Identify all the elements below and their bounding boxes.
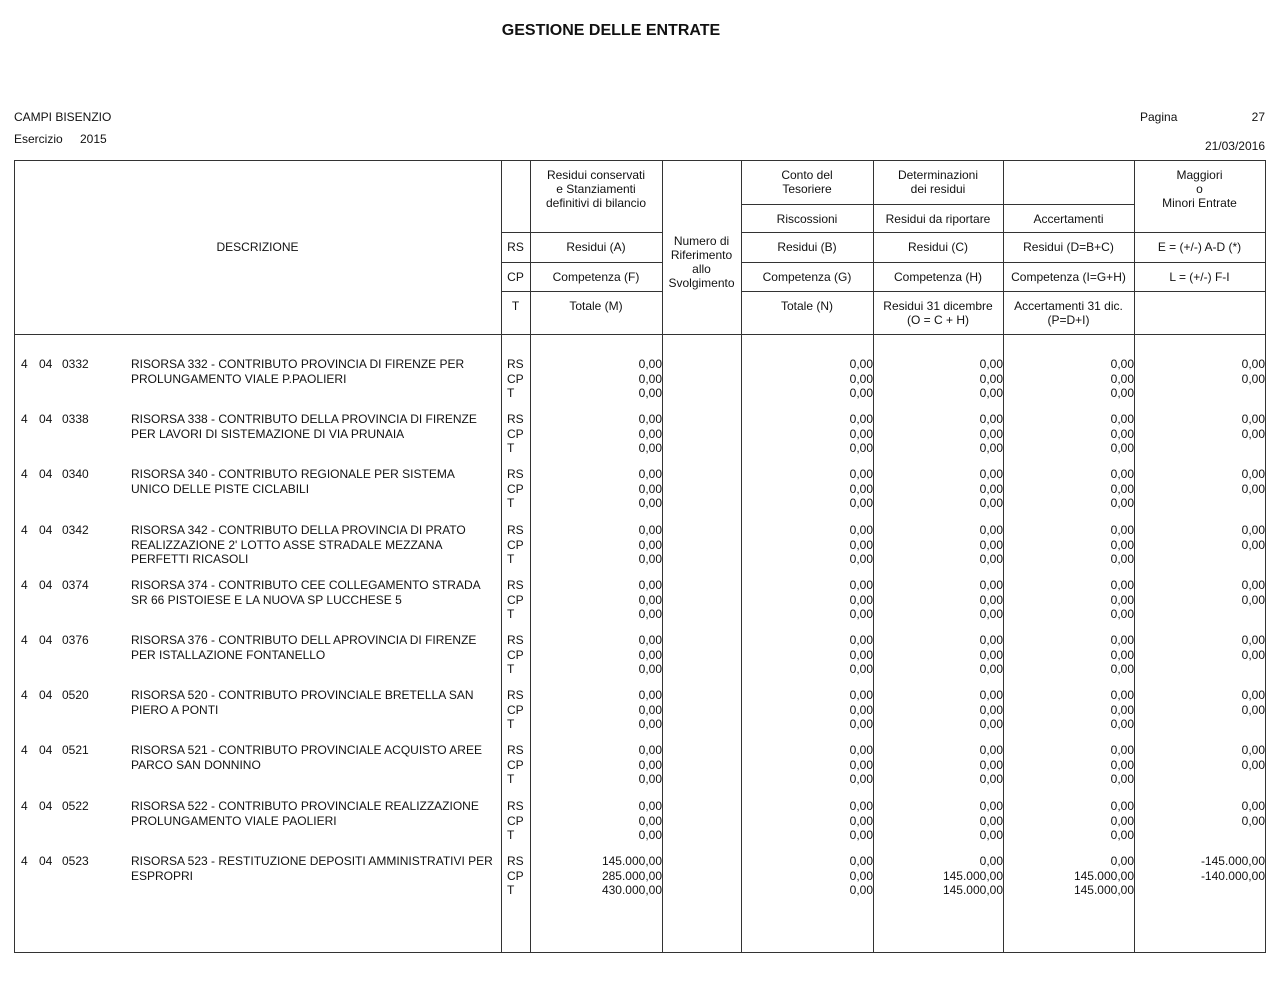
value-col-d: 0,00 <box>1110 357 1134 371</box>
row-titolo: 4 <box>21 854 28 868</box>
header-col-a-top: Residui conservati e Stanziamenti definitivi di bilancio <box>545 168 647 210</box>
row-titolo: 4 <box>21 688 28 702</box>
value-col-a: 0,00 <box>638 662 662 676</box>
header-col-d-rs: Residui (D=B+C) <box>1023 240 1114 254</box>
pagina-label: Pagina <box>1140 110 1178 124</box>
value-col-c: 145.000,00 <box>942 883 1003 897</box>
row-type-label: T <box>507 607 515 621</box>
value-col-b: 0,00 <box>849 467 873 481</box>
header-col-a-t: Totale (M) <box>569 299 623 313</box>
value-col-c: 0,00 <box>979 607 1003 621</box>
row-type-label: T <box>507 386 515 400</box>
row-type-label: CP <box>507 648 524 662</box>
value-col-b: 0,00 <box>849 814 873 828</box>
row-type-label: T <box>507 662 515 676</box>
entity-name: CAMPI BISENZIO <box>14 110 112 124</box>
value-col-a: 145.000,00 <box>601 854 662 868</box>
value-col-e: 0,00 <box>1241 372 1265 386</box>
value-col-b: 0,00 <box>849 441 873 455</box>
value-col-d: 0,00 <box>1110 412 1134 426</box>
report-title: GESTIONE DELLE ENTRATE <box>501 22 721 39</box>
value-col-b: 0,00 <box>849 412 873 426</box>
value-col-d: 145.000,00 <box>1073 869 1134 883</box>
header-descrizione: DESCRIZIONE <box>216 240 299 254</box>
value-col-e: 0,00 <box>1241 814 1265 828</box>
value-col-b: 0,00 <box>849 607 873 621</box>
row-type-label: RS <box>507 688 524 702</box>
value-col-e: -140.000,00 <box>1200 869 1265 883</box>
value-col-a: 0,00 <box>638 688 662 702</box>
value-col-a: 0,00 <box>638 523 662 537</box>
row-categoria: 04 <box>39 357 53 371</box>
value-col-d: 145.000,00 <box>1073 883 1134 897</box>
value-col-a: 0,00 <box>638 578 662 592</box>
header-col-e-rs: E = (+/-) A-D (*) <box>1157 240 1242 254</box>
header-col-c-rs: Residui (C) <box>907 240 968 254</box>
value-col-c: 0,00 <box>979 552 1003 566</box>
esercizio-value: 2015 <box>80 132 107 146</box>
row-description: RISORSA 520 - CONTRIBUTO PROVINCIALE BRETELLA SAN PIERO A PONTI <box>131 688 474 717</box>
value-col-c: 0,00 <box>979 482 1003 496</box>
value-col-b: 0,00 <box>849 717 873 731</box>
value-col-b: 0,00 <box>849 523 873 537</box>
value-col-d: 0,00 <box>1110 854 1134 868</box>
value-col-b: 0,00 <box>849 854 873 868</box>
value-col-c: 0,00 <box>979 593 1003 607</box>
row-titolo: 4 <box>21 467 28 481</box>
header-maggiori-top: Maggiori o Minori Entrate <box>1162 168 1237 210</box>
row-type-label: RS <box>507 412 524 426</box>
value-col-d: 0,00 <box>1110 441 1134 455</box>
value-col-a: 0,00 <box>638 828 662 842</box>
value-col-b: 0,00 <box>849 688 873 702</box>
value-col-c: 0,00 <box>979 523 1003 537</box>
value-col-e: 0,00 <box>1241 633 1265 647</box>
row-type-label: T <box>507 717 515 731</box>
value-col-d: 0,00 <box>1110 467 1134 481</box>
value-col-e: 0,00 <box>1241 758 1265 772</box>
value-col-a: 0,00 <box>638 412 662 426</box>
row-code: 0338 <box>62 412 89 426</box>
value-col-e: 0,00 <box>1241 743 1265 757</box>
value-col-d: 0,00 <box>1110 633 1134 647</box>
row-titolo: 4 <box>21 633 28 647</box>
table-rule <box>741 232 1265 233</box>
value-col-a: 0,00 <box>638 482 662 496</box>
row-type-label: T <box>507 883 515 897</box>
table-rule <box>14 334 1266 335</box>
row-categoria: 04 <box>39 743 53 757</box>
value-col-b: 0,00 <box>849 496 873 510</box>
value-col-b: 0,00 <box>849 743 873 757</box>
row-categoria: 04 <box>39 467 53 481</box>
report-date: 21/03/2016 <box>1204 139 1265 153</box>
value-col-a: 0,00 <box>638 593 662 607</box>
row-type-label: CP <box>507 593 524 607</box>
value-col-b: 0,00 <box>849 386 873 400</box>
table-rule <box>14 160 15 953</box>
value-col-a: 0,00 <box>638 633 662 647</box>
header-col-b-t: Totale (N) <box>780 299 833 313</box>
value-col-a: 0,00 <box>638 496 662 510</box>
value-col-b: 0,00 <box>849 633 873 647</box>
value-col-b: 0,00 <box>849 703 873 717</box>
row-titolo: 4 <box>21 523 28 537</box>
value-col-a: 0,00 <box>638 648 662 662</box>
pagina-value: 27 <box>1251 110 1265 124</box>
row-type-label: CP <box>507 482 524 496</box>
value-col-e: 0,00 <box>1241 523 1265 537</box>
value-col-c: 0,00 <box>979 828 1003 842</box>
value-col-d: 0,00 <box>1110 743 1134 757</box>
value-col-a: 0,00 <box>638 427 662 441</box>
value-col-e: 0,00 <box>1241 703 1265 717</box>
value-col-c: 0,00 <box>979 538 1003 552</box>
row-description: RISORSA 521 - CONTRIBUTO PROVINCIALE ACQUISTO AREE PARCO SAN DONNINO <box>131 743 482 772</box>
value-col-e: 0,00 <box>1241 538 1265 552</box>
value-col-c: 0,00 <box>979 427 1003 441</box>
value-col-c: 0,00 <box>979 717 1003 731</box>
value-col-a: 0,00 <box>638 538 662 552</box>
value-col-d: 0,00 <box>1110 772 1134 786</box>
value-col-d: 0,00 <box>1110 607 1134 621</box>
header-determ-top: Determinazioni dei residui <box>897 168 979 196</box>
value-col-a: 285.000,00 <box>601 869 662 883</box>
value-col-d: 0,00 <box>1110 758 1134 772</box>
row-description: RISORSA 522 - CONTRIBUTO PROVINCIALE REALIZZAZIONE PROLUNGAMENTO VIALE PAOLIERI <box>131 799 479 828</box>
value-col-a: 0,00 <box>638 467 662 481</box>
row-titolo: 4 <box>21 357 28 371</box>
value-col-a: 0,00 <box>638 772 662 786</box>
row-type-label: T <box>507 828 515 842</box>
esercizio-label: Esercizio <box>14 132 63 146</box>
value-col-d: 0,00 <box>1110 552 1134 566</box>
row-type-label: RS <box>507 578 524 592</box>
row-type-label: RS <box>507 357 524 371</box>
row-description: RISORSA 338 - CONTRIBUTO DELLA PROVINCIA DI FIRENZE PER LAVORI DI SISTEMAZIONE DI VIA PRUNAIA <box>131 412 477 441</box>
value-col-b: 0,00 <box>849 357 873 371</box>
row-type-label: CP <box>507 427 524 441</box>
value-col-c: 0,00 <box>979 688 1003 702</box>
value-col-c: 0,00 <box>979 814 1003 828</box>
row-description: RISORSA 340 - CONTRIBUTO REGIONALE PER SISTEMA UNICO DELLE PISTE CICLABILI <box>131 467 455 496</box>
header-col-d-t: Accertamenti 31 dic. (P=D+I) <box>1014 299 1123 327</box>
header-residui-riportare: Residui da riportare <box>885 212 991 226</box>
value-col-c: 0,00 <box>979 703 1003 717</box>
value-col-a: 0,00 <box>638 357 662 371</box>
row-description: RISORSA 332 - CONTRIBUTO PROVINCIA DI FIRENZE PER PROLUNGAMENTO VIALE P.PAOLIERI <box>131 357 465 386</box>
row-type-label: CP <box>507 372 524 386</box>
value-col-d: 0,00 <box>1110 688 1134 702</box>
value-col-b: 0,00 <box>849 538 873 552</box>
value-col-e: -145.000,00 <box>1200 854 1265 868</box>
row-description: RISORSA 374 - CONTRIBUTO CEE COLLEGAMENTO STRADA SR 66 PISTOIESE E LA NUOVA SP LUCCHESE 5 <box>131 578 480 607</box>
header-col-d-cp: Competenza (I=G+H) <box>1011 270 1126 284</box>
header-numero: Numero di Riferimento allo Svolgimento <box>668 234 735 290</box>
table-rule <box>501 232 662 233</box>
table-rule <box>1265 160 1266 953</box>
value-col-c: 0,00 <box>979 578 1003 592</box>
value-col-c: 0,00 <box>979 441 1003 455</box>
value-col-d: 0,00 <box>1110 593 1134 607</box>
value-col-c: 0,00 <box>979 357 1003 371</box>
value-col-d: 0,00 <box>1110 482 1134 496</box>
header-col-c-cp: Competenza (H) <box>893 270 983 284</box>
row-type-label: CP <box>507 869 524 883</box>
row-type-label: CP <box>507 703 524 717</box>
value-col-b: 0,00 <box>849 482 873 496</box>
row-type-label: RS <box>507 799 524 813</box>
value-col-b: 0,00 <box>849 427 873 441</box>
table-rule <box>501 291 662 292</box>
value-col-d: 0,00 <box>1110 523 1134 537</box>
row-categoria: 04 <box>39 578 53 592</box>
row-categoria: 04 <box>39 523 53 537</box>
value-col-a: 430.000,00 <box>601 883 662 897</box>
table-rule <box>14 952 1266 953</box>
value-col-b: 0,00 <box>849 372 873 386</box>
value-col-d: 0,00 <box>1110 814 1134 828</box>
value-col-a: 0,00 <box>638 743 662 757</box>
value-col-a: 0,00 <box>638 703 662 717</box>
table-rule <box>741 204 1134 205</box>
value-col-b: 0,00 <box>849 869 873 883</box>
value-col-c: 0,00 <box>979 496 1003 510</box>
value-col-d: 0,00 <box>1110 386 1134 400</box>
row-type-label: T <box>507 552 515 566</box>
row-code: 0342 <box>62 523 89 537</box>
row-type-label: CP <box>507 538 524 552</box>
row-categoria: 04 <box>39 633 53 647</box>
value-col-d: 0,00 <box>1110 648 1134 662</box>
header-col-b-cp: Competenza (G) <box>762 270 852 284</box>
value-col-c: 0,00 <box>979 799 1003 813</box>
row-titolo: 4 <box>21 799 28 813</box>
row-type-label: RS <box>507 467 524 481</box>
header-t: T <box>511 299 520 313</box>
value-col-d: 0,00 <box>1110 372 1134 386</box>
value-col-a: 0,00 <box>638 552 662 566</box>
value-col-d: 0,00 <box>1110 799 1134 813</box>
value-col-a: 0,00 <box>638 386 662 400</box>
row-type-label: RS <box>507 633 524 647</box>
value-col-a: 0,00 <box>638 441 662 455</box>
value-col-a: 0,00 <box>638 372 662 386</box>
row-type-label: RS <box>507 523 524 537</box>
header-col-a-cp: Competenza (F) <box>552 270 640 284</box>
header-col-b-rs: Residui (B) <box>777 240 837 254</box>
table-rule <box>14 160 1266 161</box>
value-col-c: 0,00 <box>979 772 1003 786</box>
value-col-d: 0,00 <box>1110 828 1134 842</box>
row-code: 0332 <box>62 357 89 371</box>
value-col-e: 0,00 <box>1241 688 1265 702</box>
value-col-e: 0,00 <box>1241 578 1265 592</box>
row-categoria: 04 <box>39 412 53 426</box>
value-col-d: 0,00 <box>1110 662 1134 676</box>
value-col-e: 0,00 <box>1241 467 1265 481</box>
value-col-b: 0,00 <box>849 772 873 786</box>
row-description: RISORSA 376 - CONTRIBUTO DELL APROVINCIA DI FIRENZE PER ISTALLAZIONE FONTANELLO <box>131 633 477 662</box>
value-col-c: 0,00 <box>979 412 1003 426</box>
value-col-a: 0,00 <box>638 814 662 828</box>
row-description: RISORSA 523 - RESTITUZIONE DEPOSITI AMMINISTRATIVI PER ESPROPRI <box>131 854 493 883</box>
value-col-b: 0,00 <box>849 578 873 592</box>
table-rule <box>501 262 662 263</box>
value-col-d: 0,00 <box>1110 717 1134 731</box>
row-code: 0376 <box>62 633 89 647</box>
value-col-b: 0,00 <box>849 799 873 813</box>
value-col-c: 0,00 <box>979 372 1003 386</box>
header-col-a-rs: Residui (A) <box>566 240 626 254</box>
row-code: 0374 <box>62 578 89 592</box>
value-col-c: 0,00 <box>979 743 1003 757</box>
value-col-e: 0,00 <box>1241 427 1265 441</box>
value-col-d: 0,00 <box>1110 496 1134 510</box>
value-col-e: 0,00 <box>1241 412 1265 426</box>
row-type-label: RS <box>507 743 524 757</box>
value-col-c: 145.000,00 <box>942 869 1003 883</box>
row-description: RISORSA 342 - CONTRIBUTO DELLA PROVINCIA DI PRATO REALIZZAZIONE 2' LOTTO ASSE STRADALE MEZZANA PERFETTI RICASOLI <box>131 523 466 566</box>
header-riscossioni: Riscossioni <box>776 212 838 226</box>
value-col-b: 0,00 <box>849 883 873 897</box>
header-conto-top: Conto del Tesoriere <box>781 168 833 196</box>
row-code: 0340 <box>62 467 89 481</box>
value-col-b: 0,00 <box>849 828 873 842</box>
row-type-label: CP <box>507 758 524 772</box>
value-col-a: 0,00 <box>638 607 662 621</box>
value-col-c: 0,00 <box>979 386 1003 400</box>
header-rs: RS <box>507 240 524 254</box>
value-col-d: 0,00 <box>1110 703 1134 717</box>
value-col-d: 0,00 <box>1110 427 1134 441</box>
value-col-a: 0,00 <box>638 758 662 772</box>
value-col-c: 0,00 <box>979 633 1003 647</box>
row-titolo: 4 <box>21 578 28 592</box>
value-col-b: 0,00 <box>849 593 873 607</box>
row-type-label: RS <box>507 854 524 868</box>
header-col-c-t: Residui 31 dicembre (O = C + H) <box>883 299 993 327</box>
header-accertamenti: Accertamenti <box>1033 212 1104 226</box>
value-col-b: 0,00 <box>849 662 873 676</box>
row-type-label: T <box>507 496 515 510</box>
header-cp: CP <box>507 270 524 284</box>
value-col-e: 0,00 <box>1241 482 1265 496</box>
row-categoria: 04 <box>39 799 53 813</box>
value-col-e: 0,00 <box>1241 799 1265 813</box>
value-col-a: 0,00 <box>638 717 662 731</box>
row-code: 0522 <box>62 799 89 813</box>
row-type-label: T <box>507 772 515 786</box>
value-col-d: 0,00 <box>1110 538 1134 552</box>
row-categoria: 04 <box>39 688 53 702</box>
value-col-c: 0,00 <box>979 662 1003 676</box>
value-col-c: 0,00 <box>979 467 1003 481</box>
value-col-b: 0,00 <box>849 758 873 772</box>
row-titolo: 4 <box>21 743 28 757</box>
value-col-e: 0,00 <box>1241 357 1265 371</box>
value-col-b: 0,00 <box>849 552 873 566</box>
value-col-c: 0,00 <box>979 758 1003 772</box>
table-rule <box>741 262 1265 263</box>
table-rule <box>741 291 1265 292</box>
row-code: 0523 <box>62 854 89 868</box>
row-code: 0520 <box>62 688 89 702</box>
row-type-label: T <box>507 441 515 455</box>
row-code: 0521 <box>62 743 89 757</box>
row-titolo: 4 <box>21 412 28 426</box>
value-col-d: 0,00 <box>1110 578 1134 592</box>
row-type-label: CP <box>507 814 524 828</box>
row-categoria: 04 <box>39 854 53 868</box>
value-col-c: 0,00 <box>979 648 1003 662</box>
value-col-e: 0,00 <box>1241 593 1265 607</box>
value-col-b: 0,00 <box>849 648 873 662</box>
value-col-a: 0,00 <box>638 799 662 813</box>
value-col-e: 0,00 <box>1241 648 1265 662</box>
header-col-e-cp: L = (+/-) F-I <box>1169 270 1230 284</box>
value-col-c: 0,00 <box>979 854 1003 868</box>
